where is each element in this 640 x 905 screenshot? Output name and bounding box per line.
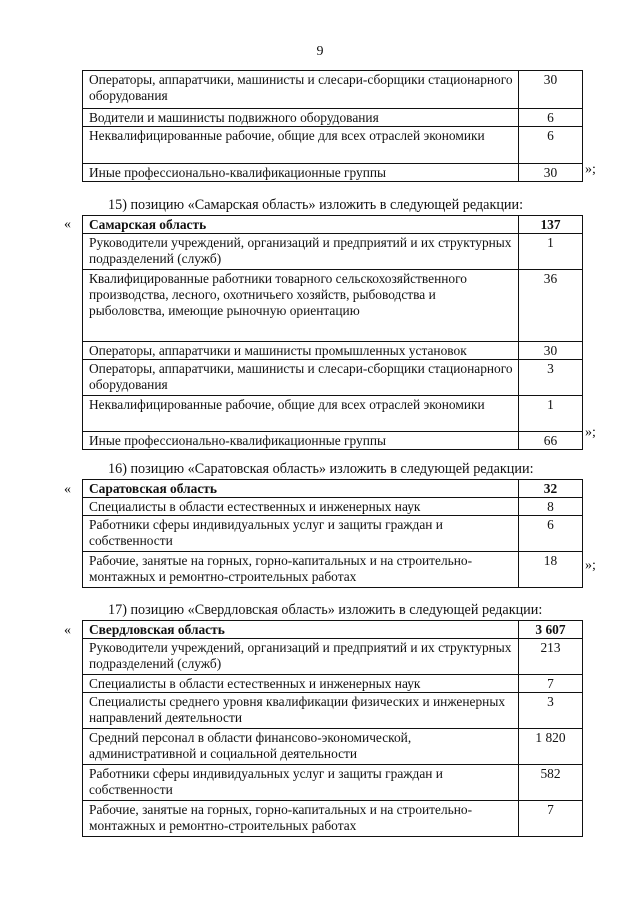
row-value: 7 — [519, 801, 583, 837]
row-label: Специалисты в области естественных и инженерных наук — [83, 675, 519, 693]
row-label: Работники сферы индивидуальных услуг и защиты граждан и собственности — [83, 516, 519, 552]
table-row — [83, 234, 583, 270]
row-value: 18 — [519, 552, 583, 588]
region-name: Саратовская область — [83, 480, 519, 498]
row-value: 1 820 — [519, 729, 583, 765]
table-row — [83, 360, 583, 396]
row-value: 213 — [519, 639, 583, 675]
table-row — [83, 396, 583, 432]
table-continued — [82, 70, 583, 182]
row-label: Специалисты в области естественных и инженерных наук — [83, 498, 519, 516]
row-label: Иные профессионально-квалификационные группы — [83, 164, 519, 182]
opening-quote: « — [64, 482, 71, 497]
table-samara — [82, 215, 583, 450]
row-value: 6 — [519, 109, 583, 127]
opening-quote: « — [64, 623, 71, 638]
row-value: 1 — [519, 234, 583, 270]
region-header-row — [83, 480, 583, 498]
table-row — [83, 552, 583, 588]
row-label: Работники сферы индивидуальных услуг и защиты граждан и собственности — [83, 765, 519, 801]
table-row — [83, 801, 583, 837]
table-row — [83, 498, 583, 516]
row-value: 1 — [519, 396, 583, 432]
table-saratov — [82, 479, 583, 588]
table-row — [83, 109, 583, 127]
region-name: Свердловская область — [83, 621, 519, 639]
region-total: 137 — [519, 216, 583, 234]
row-value: 3 — [519, 693, 583, 729]
row-label: Водители и машинисты подвижного оборудования — [83, 109, 519, 127]
row-value: 7 — [519, 675, 583, 693]
row-value: 6 — [519, 127, 583, 164]
row-label: Неквалифицированные рабочие, общие для всех отраслей экономики — [83, 396, 519, 432]
row-label: Неквалифицированные рабочие, общие для всех отраслей экономики — [83, 127, 519, 164]
row-label: Руководители учреждений, организаций и предприятий и их структурных подразделений (служб) — [83, 639, 519, 675]
section-15-intro: 15) позицию «Самарская область» изложить в следующей редакции: — [108, 197, 524, 213]
section-16-intro: 16) позицию «Саратовская область» изложить в следующей редакции: — [108, 461, 534, 477]
region-total: 32 — [519, 480, 583, 498]
row-value: 3 — [519, 360, 583, 396]
closing-quote: »; — [585, 162, 596, 177]
row-value: 30 — [519, 71, 583, 109]
row-value: 8 — [519, 498, 583, 516]
table-row — [83, 164, 583, 182]
table-row — [83, 765, 583, 801]
row-value: 30 — [519, 164, 583, 182]
region-total: 3 607 — [519, 621, 583, 639]
region-header-row — [83, 216, 583, 234]
table-row — [83, 693, 583, 729]
row-label: Рабочие, занятые на горных, горно-капитальных и на строительно-монтажных и ремонтно-строительных работах — [83, 552, 519, 588]
row-value: 30 — [519, 342, 583, 360]
opening-quote: « — [64, 217, 71, 232]
row-label: Средний персонал в области финансово-экономической, административной и социальной деятельности — [83, 729, 519, 765]
row-value: 6 — [519, 516, 583, 552]
table-row — [83, 639, 583, 675]
row-label: Рабочие, занятые на горных, горно-капитальных и на строительно-монтажных и ремонтно-строительных работах — [83, 801, 519, 837]
row-label: Иные профессионально-квалификационные группы — [83, 432, 519, 450]
closing-quote: »; — [585, 425, 596, 440]
table-row — [83, 127, 583, 164]
row-label: Руководители учреждений, организаций и предприятий и их структурных подразделений (служб) — [83, 234, 519, 270]
table-sverdlovsk — [82, 620, 583, 837]
table-row — [83, 71, 583, 109]
row-label: Операторы, аппаратчики и машинисты промышленных установок — [83, 342, 519, 360]
row-value: 36 — [519, 270, 583, 342]
section-17-intro: 17) позицию «Свердловская область» изложить в следующей редакции: — [108, 602, 543, 618]
table-row — [83, 516, 583, 552]
region-header-row — [83, 621, 583, 639]
table-row — [83, 432, 583, 450]
row-label: Операторы, аппаратчики, машинисты и слесари-сборщики стационарного оборудования — [83, 71, 519, 109]
closing-quote: »; — [585, 558, 596, 573]
region-name: Самарская область — [83, 216, 519, 234]
table-row — [83, 270, 583, 342]
table-row — [83, 342, 583, 360]
table-row — [83, 729, 583, 765]
table-row — [83, 675, 583, 693]
row-value: 66 — [519, 432, 583, 450]
row-label: Квалифицированные работники товарного сельскохозяйственного производства, лесного, охотничьего хозяйств, рыбоводства и рыболовства, имеющие рыночную ориентацию — [83, 270, 519, 342]
page-number: 9 — [316, 44, 324, 59]
row-label: Операторы, аппаратчики, машинисты и слесари-сборщики стационарного оборудования — [83, 360, 519, 396]
row-value: 582 — [519, 765, 583, 801]
row-label: Специалисты среднего уровня квалификации физических и инженерных направлений деятельности — [83, 693, 519, 729]
